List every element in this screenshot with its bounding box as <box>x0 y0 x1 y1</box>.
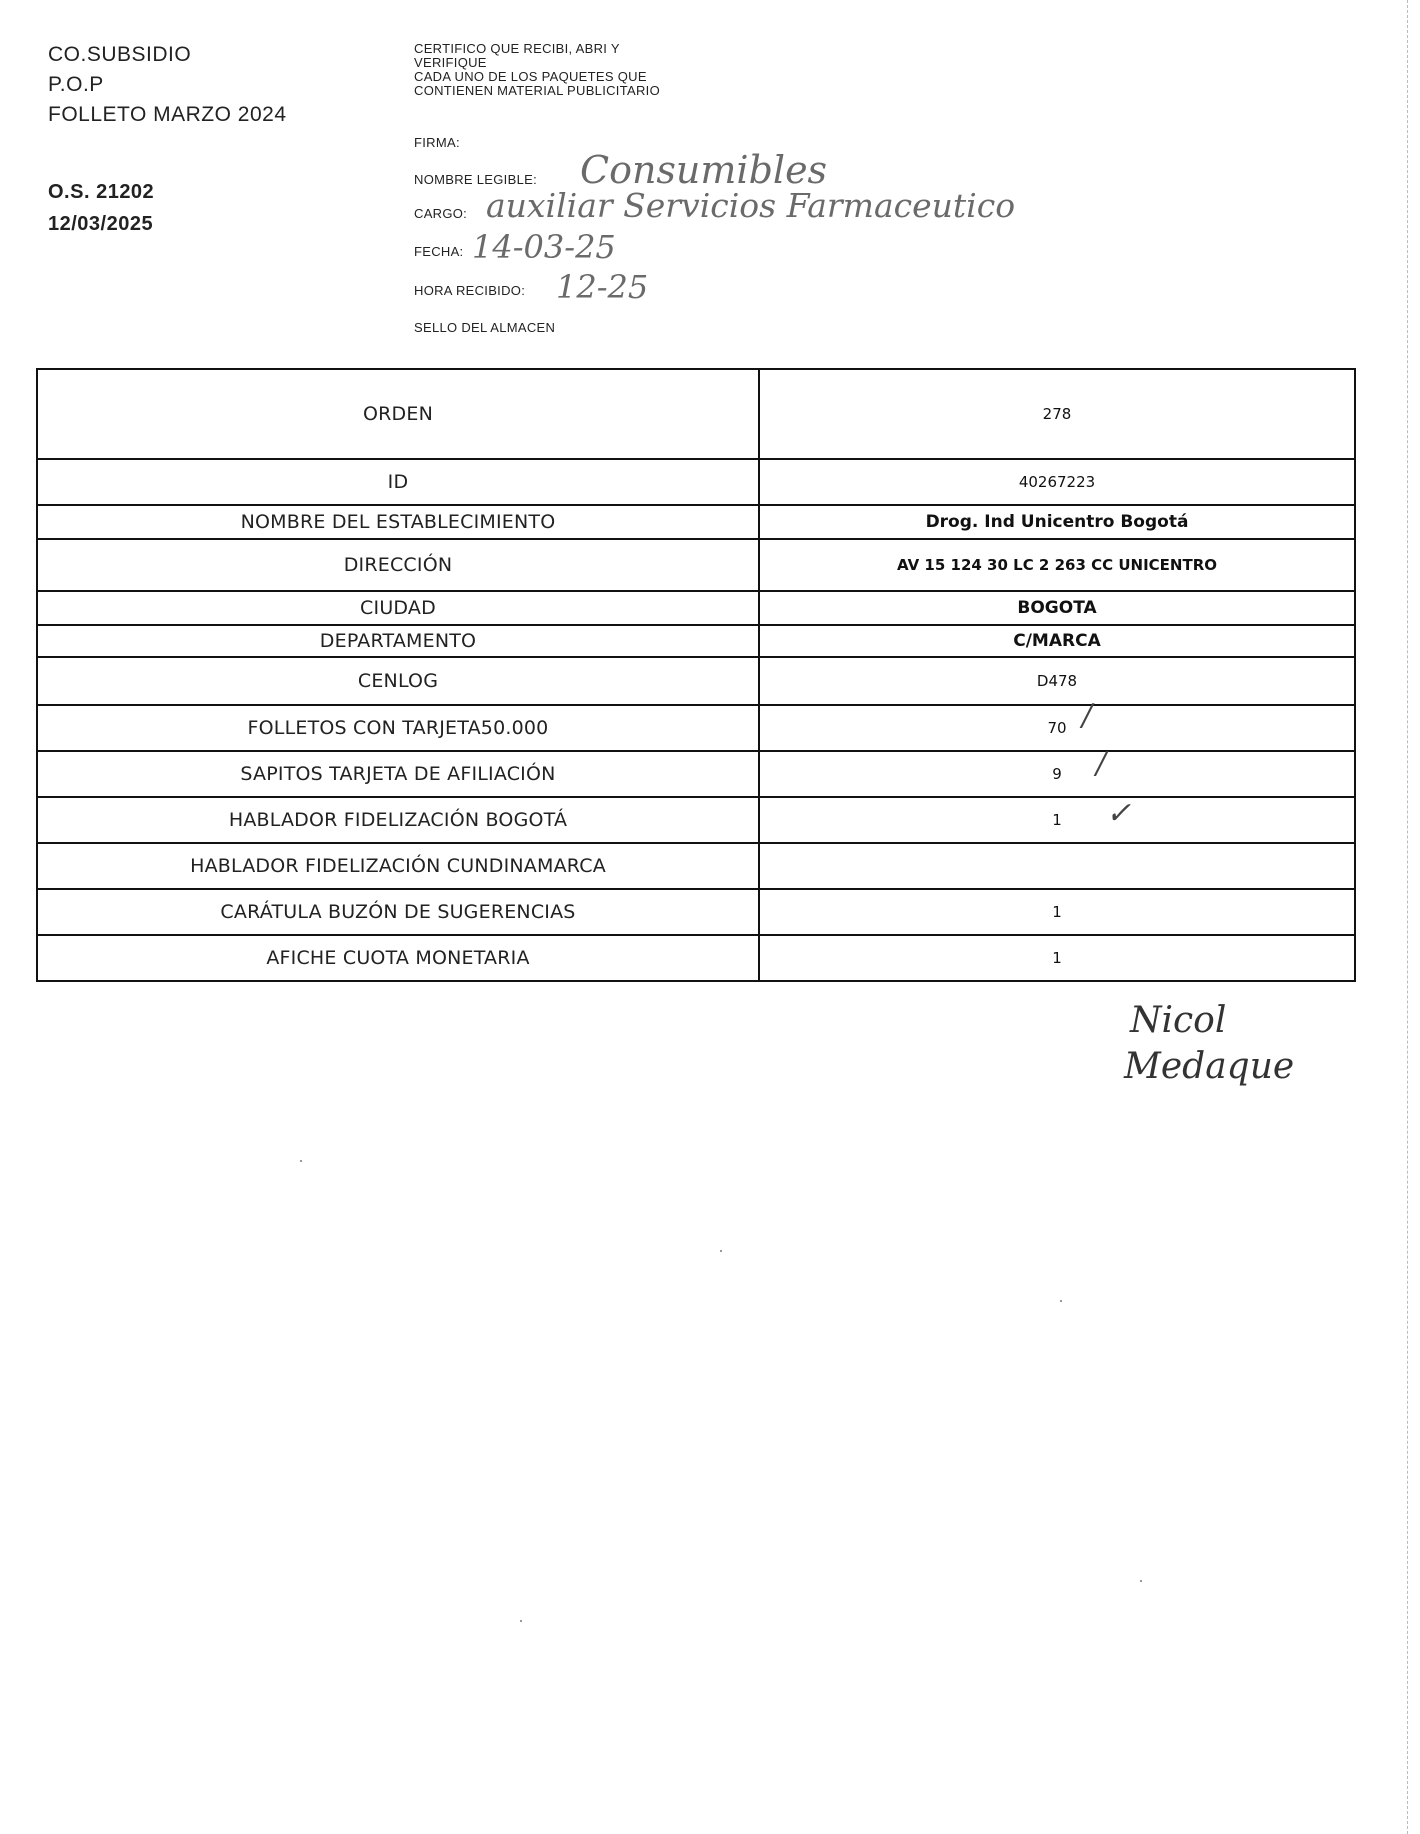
table-row <box>37 889 1355 935</box>
program-name: P.O.P <box>48 73 104 96</box>
order-service-number: O.S. 21202 <box>48 181 155 203</box>
table-row <box>37 705 1355 751</box>
row-value: Drog. Ind Unicentro Bogotá <box>759 505 1355 539</box>
row-value: 9 <box>759 751 1355 797</box>
table-row <box>37 591 1355 625</box>
checkmark-icon: / <box>1096 746 1107 781</box>
table-row <box>37 751 1355 797</box>
scan-edge <box>1406 0 1408 1834</box>
table-row <box>37 657 1355 705</box>
scan-speck <box>1140 1580 1142 1582</box>
row-value: 1 <box>759 935 1355 981</box>
folleto-title: FOLLETO MARZO 2024 <box>48 103 287 126</box>
table-row <box>37 369 1355 459</box>
row-value <box>759 843 1355 889</box>
table-row <box>37 797 1355 843</box>
row-value: 278 <box>759 369 1355 459</box>
row-value: 40267223 <box>759 459 1355 505</box>
row-value: C/MARCA <box>759 625 1355 657</box>
table-row <box>37 505 1355 539</box>
scan-speck <box>1060 1300 1062 1302</box>
firma-label: FIRMA: <box>414 135 460 150</box>
table-row <box>37 459 1355 505</box>
cargo-field <box>414 206 467 221</box>
cert-line: CONTIENEN MATERIAL PUBLICITARIO <box>414 83 660 98</box>
row-value: 70 <box>759 705 1355 751</box>
nombre-handwritten: Consumibles <box>580 148 828 192</box>
row-value: BOGOTA <box>759 591 1355 625</box>
cargo-handwritten: auxiliar Servicios Farmaceutico <box>486 186 1016 225</box>
table-row <box>37 539 1355 591</box>
fecha-label: FECHA: <box>414 244 464 259</box>
row-label: SAPITOS TARJETA DE AFILIACIÓN <box>37 751 759 797</box>
delivery-table <box>36 368 1356 982</box>
hora-label: HORA RECIBIDO: <box>414 283 526 298</box>
handwritten-name-line2: Medaque <box>1124 1046 1295 1087</box>
nombre-field <box>414 172 537 187</box>
cert-line: CADA UNO DE LOS PAQUETES QUE <box>414 69 647 84</box>
handwritten-name-line1: Nicol <box>1130 1000 1227 1041</box>
scan-speck <box>520 1620 522 1622</box>
org-name: CO.SUBSIDIO <box>48 43 192 66</box>
row-label: FOLLETOS CON TARJETA50.000 <box>37 705 759 751</box>
row-label: CARÁTULA BUZÓN DE SUGERENCIAS <box>37 889 759 935</box>
sello-label: SELLO DEL ALMACEN <box>414 320 556 335</box>
table-row <box>37 843 1355 889</box>
cargo-label: CARGO: <box>414 206 468 221</box>
table-row <box>37 935 1355 981</box>
checkmark-icon: ✓ <box>1106 796 1132 831</box>
scan-speck <box>300 1160 302 1162</box>
row-label: CIUDAD <box>37 591 759 625</box>
nombre-label: NOMBRE LEGIBLE: <box>414 172 537 187</box>
row-label: ORDEN <box>37 369 759 459</box>
row-label: DEPARTAMENTO <box>37 625 759 657</box>
hora-field <box>414 283 525 298</box>
header-left <box>48 40 287 240</box>
fecha-field <box>414 244 463 259</box>
fecha-handwritten: 14-03-25 <box>472 228 616 266</box>
certification-text <box>414 42 660 98</box>
sello-field <box>414 320 555 335</box>
row-value: 1 <box>759 889 1355 935</box>
row-label: NOMBRE DEL ESTABLECIMIENTO <box>37 505 759 539</box>
row-label: AFICHE CUOTA MONETARIA <box>37 935 759 981</box>
firma-field <box>414 135 460 150</box>
cert-line: CERTIFICO QUE RECIBI, ABRI Y <box>414 41 620 56</box>
scan-speck <box>720 1250 722 1252</box>
hora-handwritten: 12-25 <box>556 268 649 306</box>
row-value: 1 <box>759 797 1355 843</box>
table-row <box>37 625 1355 657</box>
row-value: D478 <box>759 657 1355 705</box>
row-label: ID <box>37 459 759 505</box>
row-label: HABLADOR FIDELIZACIÓN CUNDINAMARCA <box>37 843 759 889</box>
checkmark-icon: / <box>1082 698 1093 733</box>
row-label: HABLADOR FIDELIZACIÓN BOGOTÁ <box>37 797 759 843</box>
row-value: AV 15 124 30 LC 2 263 CC UNICENTRO <box>759 539 1355 591</box>
row-label: DIRECCIÓN <box>37 539 759 591</box>
header-date: 12/03/2025 <box>48 213 154 235</box>
cert-line: VERIFIQUE <box>414 55 487 70</box>
row-label: CENLOG <box>37 657 759 705</box>
